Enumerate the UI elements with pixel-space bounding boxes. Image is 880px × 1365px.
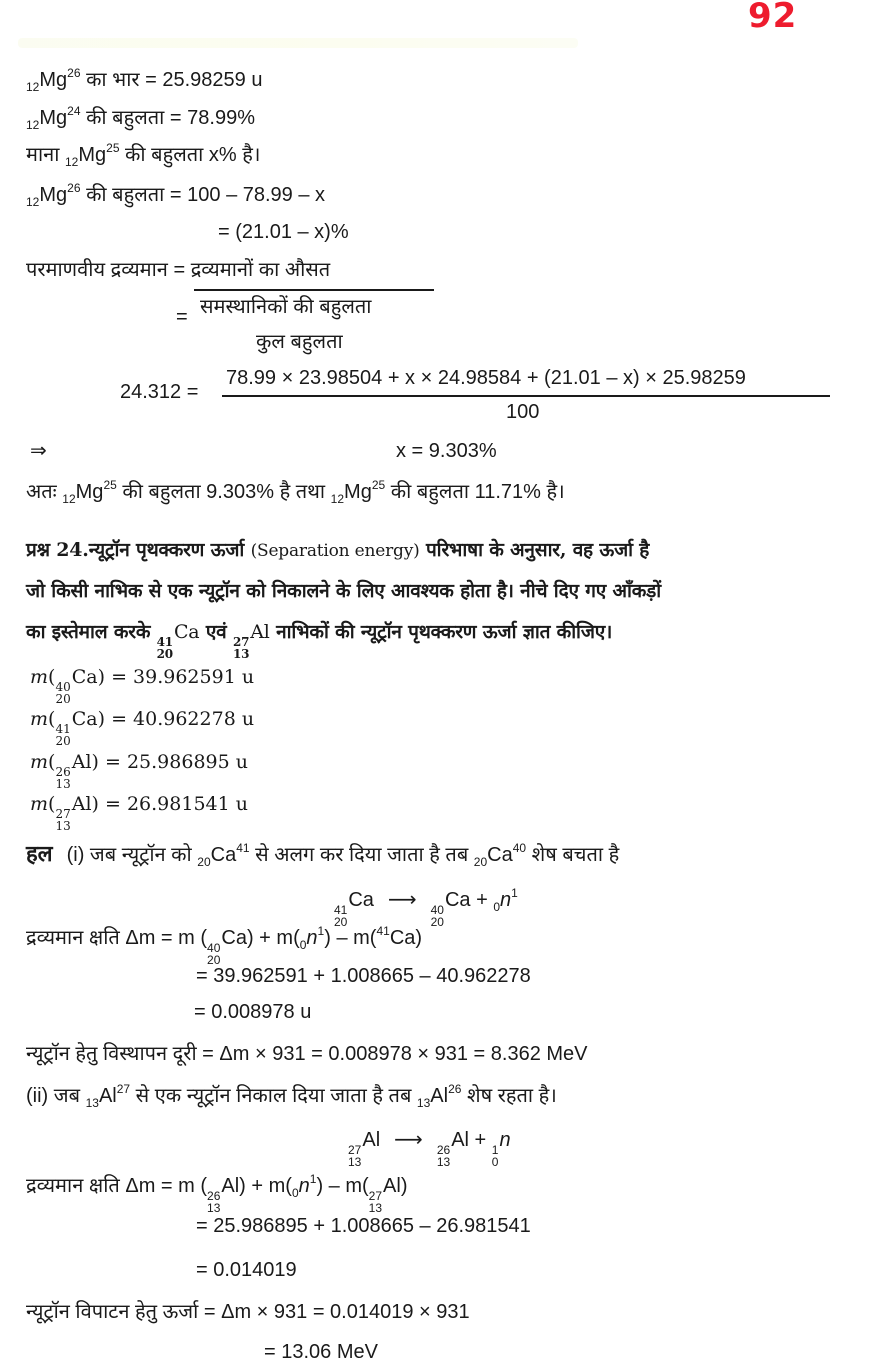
x-result: x = 9.303% <box>396 440 497 462</box>
question-24-line-3 <box>26 620 612 660</box>
nuclide-stack <box>55 723 70 747</box>
atomic-number: 12 <box>62 492 76 506</box>
equation-denominator: 100 <box>506 401 540 423</box>
atomic-number: 13 <box>207 1201 221 1215</box>
neutron-symbol: n <box>306 927 318 949</box>
mass-value: = 26.981541 u <box>98 793 248 815</box>
mass-defect-ca-step-2: = 0.008978 u <box>194 1001 312 1023</box>
atomic-number: 13 <box>55 777 71 791</box>
mass-number: 24 <box>67 104 81 118</box>
element-symbol: Mg <box>344 481 372 503</box>
mass-number: 41 <box>334 903 348 917</box>
mass-number: 25 <box>106 141 120 155</box>
mass-number: 26 <box>436 1143 451 1157</box>
line-text: शेष रहता है। <box>461 1085 557 1107</box>
mass-number: 41 <box>376 924 390 938</box>
nuclide-stack <box>431 904 444 928</box>
atomic-number: 13 <box>348 1155 362 1169</box>
atomic-number: 12 <box>64 155 79 169</box>
mass-defect-al-step-2: = 0.014019 <box>196 1259 297 1281</box>
mass-function: m <box>30 793 49 815</box>
mass-number: 25 <box>103 478 117 492</box>
implies-symbol: ⇒ <box>30 440 47 462</box>
question-label: प्रश्न 24. <box>26 539 89 561</box>
mass-number: 41 <box>236 841 250 855</box>
mass-number: 26 <box>448 1082 462 1096</box>
element-symbol: Al <box>71 793 92 815</box>
given-mass-ca40: m( 40 20 Ca) = 39.962591 u <box>30 666 255 706</box>
mass-value: = 40.962278 u <box>105 708 255 730</box>
element-symbol: Mg <box>78 144 107 166</box>
equation-fraction-bar <box>222 395 830 397</box>
element-symbol: Al <box>451 1129 469 1151</box>
neutron-symbol: n <box>499 1129 511 1151</box>
mass-value: = 25.986895 u <box>98 751 248 773</box>
line-text: ) – m( <box>316 1175 369 1197</box>
neutron-symbol: n <box>500 889 512 911</box>
mass-number: 25 <box>371 478 386 492</box>
line-text: नाभिकों की न्यूट्रॉन पृथक्करण ऊर्जा ज्ञात कीजिए। <box>269 621 613 643</box>
element-symbol: Mg <box>39 69 68 91</box>
mg26-abundance-result: = (21.01 – x)% <box>218 221 349 243</box>
element-symbol: Ca <box>210 844 237 866</box>
mass-defect-ca-step-1: = 39.962591 + 1.008665 – 40.962278 <box>196 965 531 987</box>
atomic-number: 20 <box>55 692 71 706</box>
line-text: की बहुलता 9.303% है तथा <box>116 481 331 503</box>
abundance-numerator: समस्थानिकों की बहुलता <box>200 296 372 318</box>
nuclide-stack <box>348 1144 361 1168</box>
nuclide-stack <box>369 1190 382 1214</box>
line-text: न्यूट्रॉन पृथक्करण ऊर्जा <box>88 539 251 561</box>
question-24-line-1 <box>26 538 649 563</box>
mg25-assumption-line <box>26 143 260 167</box>
mass-number: 26 <box>67 181 81 195</box>
mass-function: m <box>30 708 49 730</box>
mass-number: 27 <box>348 1143 362 1157</box>
atomic-number: 20 <box>430 915 444 929</box>
plus-sign: + <box>470 889 494 911</box>
line-text: ) – m( <box>324 927 377 949</box>
element-symbol: Al <box>430 1085 449 1107</box>
mass-number: 40 <box>512 841 527 855</box>
faded-header-strip <box>18 38 578 48</box>
mass-function: m <box>30 666 49 688</box>
line-text: Ca) <box>389 927 423 949</box>
mg-conclusion-line <box>26 480 565 504</box>
atomic-number: 20 <box>55 734 71 748</box>
mg24-abundance-line <box>26 106 255 130</box>
mass-defect-al-step-1: = 25.986895 + 1.008665 – 26.981541 <box>196 1215 531 1237</box>
element-symbol: Ca <box>71 708 98 730</box>
mass-number: 41 <box>156 635 173 649</box>
element-symbol: Ca <box>71 666 98 688</box>
english-term: (Separation energy) <box>250 541 420 561</box>
mass-number: 41 <box>55 722 71 736</box>
nuclide-stack <box>207 1190 220 1214</box>
neutron-symbol: n <box>298 1175 310 1197</box>
element-symbol: Al <box>250 621 270 643</box>
atomic-number: 20 <box>207 953 221 967</box>
atomic-number: 12 <box>330 492 345 506</box>
nuclide-ca41 <box>157 636 173 660</box>
mass-defect-ca <box>26 926 422 966</box>
mass-number: 1 <box>491 1143 499 1157</box>
line-text: की बहुलता = 78.99% <box>80 107 255 129</box>
line-text: एवं <box>199 621 233 643</box>
nuclide-al27 <box>233 636 249 660</box>
mass-number: 27 <box>55 807 71 821</box>
line-text: का इस्तेमाल करके <box>26 621 157 643</box>
atomic-number: 13 <box>85 1096 99 1110</box>
element-symbol: Ca <box>173 621 200 643</box>
given-mass-ca41: m( 41 20 Ca) = 40.962278 u <box>30 708 255 748</box>
nuclide-stack <box>55 681 70 705</box>
mg26-mass-line <box>26 68 262 92</box>
mass-number: 1 <box>511 886 518 900</box>
atomic-number: 13 <box>416 1096 431 1110</box>
nuclide-stack <box>334 904 347 928</box>
mass-number: 1 <box>317 924 325 938</box>
question-24-line-2: जो किसी नाभिक से एक न्यूट्रॉन को निकालने के लिए आवश्यक होता है। नीचे दिए गए आँकड़ों <box>26 580 661 602</box>
fraction-bar <box>194 289 434 291</box>
line-text: Ca) + m( <box>221 927 300 949</box>
mass-number: 27 <box>368 1189 383 1203</box>
nuclide-stack <box>207 942 220 966</box>
given-mass-al27: m( 27 13 Al) = 26.981541 u <box>30 793 248 833</box>
atomic-number: 13 <box>436 1155 451 1169</box>
reaction-arrow-icon: ⟶ <box>394 1129 423 1151</box>
line-text: शेष बचता है <box>526 844 620 866</box>
total-abundance-denominator: कुल बहुलता <box>256 331 343 353</box>
line-text: (ii) जब <box>26 1085 86 1107</box>
atomic-number: 20 <box>473 855 488 869</box>
element-symbol: Ca <box>487 844 513 866</box>
line-text: से अलग कर दिया जाता है तब <box>249 844 474 866</box>
solution-label: हल <box>26 841 53 866</box>
element-symbol: Al <box>71 751 92 773</box>
atomic-number: 20 <box>334 915 348 929</box>
nuclide-stack <box>492 1144 499 1168</box>
atomic-number: 0 <box>291 1186 299 1200</box>
element-symbol: Mg <box>39 184 68 206</box>
page-number: 92 <box>748 0 798 36</box>
mass-number: 40 <box>55 680 71 694</box>
reaction-al27 <box>348 1128 511 1168</box>
element-symbol: Mg <box>75 481 104 503</box>
element-symbol: Ca <box>444 889 471 911</box>
equals-sign: = <box>176 306 188 328</box>
reaction-ca41 <box>334 888 518 928</box>
mass-value: = 39.962591 u <box>105 666 255 688</box>
atomic-number: 0 <box>491 1155 499 1169</box>
line-text: की बहुलता = 100 – 78.99 – x <box>80 184 326 206</box>
element-symbol: Al <box>362 1129 381 1151</box>
line-text: Al) <box>383 1175 408 1197</box>
energy-al-line: न्यूट्रॉन विपाटन हेतु ऊर्जा = Δm × 931 = 0.014019 × 931 <box>26 1301 470 1323</box>
mass-number: 26 <box>55 765 71 779</box>
line-text: द्रव्यमान क्षति Δm = m ( <box>26 927 208 949</box>
equation-numerator: 78.99 × 23.98504 + x × 24.98584 + (21.01 – x) × 25.98259 <box>226 367 746 389</box>
line-text: से एक न्यूट्रॉन निकाल दिया जाता है तब <box>130 1085 417 1107</box>
mass-function: m <box>30 751 49 773</box>
atomic-number: 12 <box>26 80 40 94</box>
atomic-number: 12 <box>26 195 40 209</box>
line-text: (i) जब न्यूट्रॉन को <box>66 844 198 866</box>
mass-number: 27 <box>232 635 250 649</box>
element-symbol: Ca <box>348 889 374 911</box>
nuclide-stack <box>437 1144 450 1168</box>
mg26-abundance-line <box>26 183 325 207</box>
plus-sign: + <box>468 1129 492 1151</box>
solution-part-1-intro <box>26 842 619 867</box>
atomic-number: 13 <box>232 647 250 661</box>
atomic-mass-definition: परमाणवीय द्रव्यमान = द्रव्यमानों का औसत <box>26 259 331 281</box>
atomic-number: 13 <box>368 1201 383 1215</box>
equation-lhs: 24.312 = <box>120 381 199 403</box>
atomic-number: 12 <box>26 118 40 132</box>
atomic-number: 0 <box>299 938 307 952</box>
element-symbol: Al <box>98 1085 117 1107</box>
solution-part-2-intro <box>26 1084 557 1108</box>
energy-al-result: = 13.06 MeV <box>264 1341 378 1363</box>
line-text: द्रव्यमान क्षति Δm = m ( <box>26 1175 208 1197</box>
mass-number: 40 <box>430 903 444 917</box>
atomic-number: 0 <box>493 900 501 914</box>
line-text: की बहुलता 11.71% है। <box>385 481 565 503</box>
mass-number: 40 <box>207 941 221 955</box>
given-mass-al26: m( 26 13 Al) = 25.986895 u <box>30 751 248 791</box>
nuclide-stack <box>55 766 70 790</box>
line-text: Al) + m( <box>221 1175 292 1197</box>
line-text: की बहुलता x% है। <box>119 144 261 166</box>
atomic-number: 20 <box>197 855 211 869</box>
mass-number: 1 <box>309 1172 317 1186</box>
line-prefix: अतः <box>26 481 63 503</box>
mass-defect-al <box>26 1174 407 1214</box>
mass-number: 26 <box>67 66 81 80</box>
element-symbol: Mg <box>39 107 68 129</box>
energy-ca-line: न्यूट्रॉन हेतु विस्थापन दूरी = Δm × 931 = 0.008978 × 931 = 8.362 MeV <box>26 1043 588 1065</box>
mass-number: 27 <box>116 1082 131 1096</box>
mass-number: 26 <box>207 1189 221 1203</box>
line-text: का भार = 25.98259 u <box>80 69 263 91</box>
reaction-arrow-icon: ⟶ <box>387 889 417 911</box>
nuclide-stack <box>55 808 70 832</box>
atomic-number: 20 <box>156 647 173 661</box>
atomic-number: 13 <box>55 819 71 833</box>
line-prefix: माना <box>26 144 65 166</box>
line-text: परिभाषा के अनुसार, वह ऊर्जा है <box>419 539 650 561</box>
